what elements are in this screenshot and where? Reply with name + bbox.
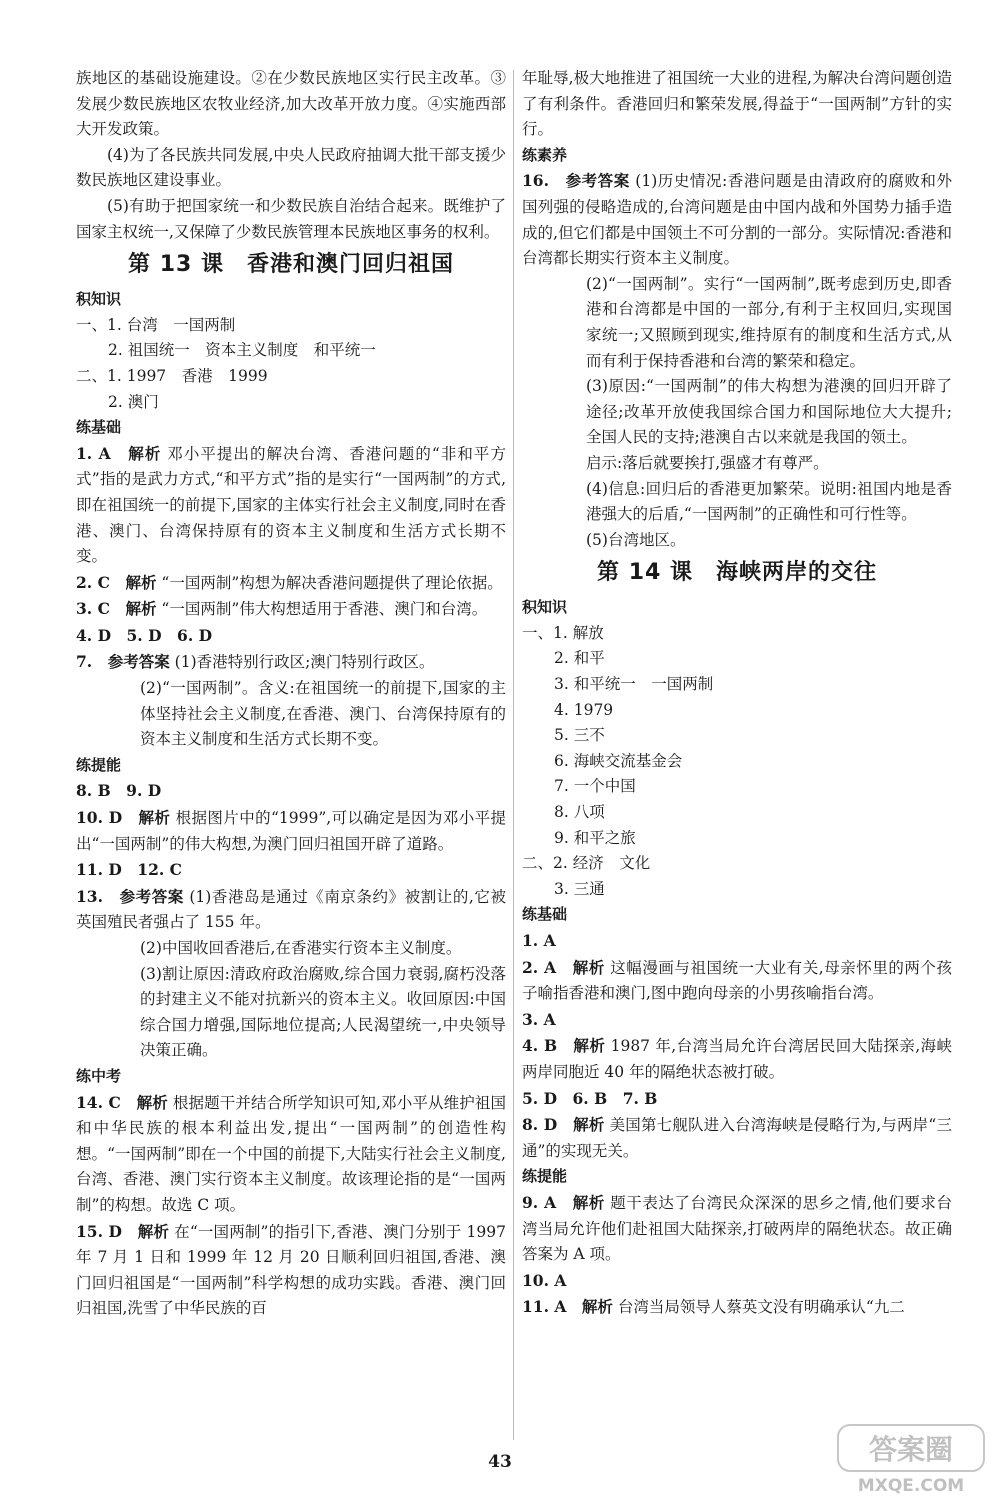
- answer-item: [522, 1268, 952, 1295]
- answer-item: [76, 649, 506, 676]
- paragraph: (2)“一国两制”。含义:在祖国统一的前提下,国家的主体坚持社会主义制度,在香港、澳门、台湾保持原有的资本主义制度和生活方式长期不变。: [140, 679, 506, 749]
- answer-label: 解析: [572, 1193, 605, 1212]
- answer-item: [522, 168, 952, 271]
- answer-label: 解析: [573, 1116, 605, 1135]
- answer-item: [76, 857, 506, 884]
- answer-item: [522, 1190, 952, 1268]
- paragraph: 4. 1979: [554, 700, 614, 719]
- answer-label: 解析: [137, 1222, 170, 1241]
- answer-item: [522, 1007, 952, 1034]
- question-number: 1. A: [76, 443, 111, 463]
- answer-text: 根据题干并结合所学知识可知,邓小平从维护祖国和中华民族的根本利益出发,提出“一国两制”的创造性构想。“一国两制”即在一个中国的前提下,大陆实行社会主义制度,台湾、香港、澳门实行资本主义制度。故该理论指的是“一国两制”的构想。故选 C 项。: [76, 1093, 506, 1214]
- section-heading: 积知识: [522, 598, 568, 617]
- answer-item: [76, 1219, 506, 1322]
- question-number: 15. D: [76, 1221, 122, 1241]
- paragraph: (3)原因:“一国两制”的伟大构想为港澳的回归开辟了途径;改革开放使我国综合国力和国际地位大大提升;全国人民的支持;港澳自古以来就是我国的领土。: [586, 377, 952, 447]
- paragraph: 族地区的基础设施建设。②在少数民族地区实行民主改革。③发展少数民族地区农牧业经济,加大改革开放力度。④实施西部大开发政策。: [76, 69, 506, 139]
- answer-item: [522, 1294, 952, 1321]
- answer-text: 在“一国两制”的指引下,香港、澳门分别于 1997 年 7 月 1 日和 1999 年 12 月 20 日顺利回归祖国,香港、澳门回归祖国是“一国两制”科学构想的成功实践。香港、澳门回归祖国,洗雪了中华民族的百: [76, 1222, 506, 1318]
- question-number: 14. C: [76, 1092, 121, 1112]
- section-heading: 练提能: [522, 1167, 568, 1186]
- paragraph: 一、1. 台湾 一国两制: [76, 315, 236, 334]
- paragraph: 二、2. 经济 文化: [522, 854, 651, 873]
- answer-item: [76, 441, 506, 570]
- question-number: 4. D 5. D 6. D: [76, 625, 213, 645]
- question-number: 16.: [522, 171, 549, 191]
- answer-label: 解析: [125, 573, 157, 592]
- paragraph: 二、1. 1997 香港 1999: [76, 366, 268, 385]
- answer-label: 参考答案: [107, 653, 170, 672]
- watermark-site-text: MXQE.COM: [857, 1476, 965, 1496]
- question-number: 9. A: [522, 1192, 557, 1212]
- answer-label: 参考答案: [119, 887, 184, 906]
- question-number: 8. B 9. D: [76, 781, 162, 801]
- question-number: 5. D 6. B 7. B: [522, 1088, 658, 1108]
- answer-text: 根据图片中的“1999”,可以确定是因为邓小平提出“一国两制”的伟大构想,为澳门回归祖国开辟了道路。: [76, 809, 506, 853]
- paragraph: 年耻辱,极大地推进了祖国统一大业的进程,为解决台湾问题创造了有利条件。香港回归和繁荣发展,得益于“一国两制”方针的实行。: [522, 69, 952, 139]
- answer-text: (1)历史情况:香港问题是由清政府的腐败和外国列强的侵略造成的,台湾问题是由中国内战和外国势力插手造成的,但它们都是中国领土不可分割的一部分。实际情况:香港和台湾都长期实行资本主义制度。: [522, 172, 952, 268]
- section-heading: 练中考: [76, 1066, 122, 1085]
- answer-text: “一国两制”构想为解决香港问题提供了理论依据。: [161, 573, 503, 592]
- answer-item: [522, 1033, 952, 1085]
- question-number: 3. A: [522, 1009, 556, 1029]
- paragraph: (5)有助于把国家统一和少数民族自治结合起来。既维护了国家主权统一,又保障了少数民族管理本民族地区事务的权利。: [76, 196, 506, 241]
- answer-item: [76, 884, 506, 936]
- answer-label: 参考答案: [565, 172, 630, 191]
- answer-text: (1)香港岛是通过《南京条约》被割让的,它被英国殖民者强占了 155 年。: [76, 887, 506, 932]
- paragraph: 7. 一个中国: [554, 777, 636, 796]
- answer-text: (1)香港特别行政区;澳门特别行政区。: [174, 653, 435, 672]
- watermark-logo-text: 答案圈: [868, 1433, 954, 1466]
- question-number: 1. A: [522, 931, 556, 950]
- answer-label: 解析: [125, 600, 157, 619]
- answer-item: [76, 596, 506, 623]
- paragraph: 8. 八项: [554, 803, 605, 822]
- answer-item: [76, 778, 506, 805]
- paragraph: (5)台湾地区。: [586, 530, 686, 549]
- question-number: 10. D: [76, 808, 123, 828]
- paragraph: (4)为了各民族共同发展,中央人民政府抽调大批干部支援少数民族地区建设事业。: [76, 145, 506, 190]
- answer-item: [76, 1090, 506, 1219]
- answer-item: [76, 805, 506, 857]
- paragraph: 启示:落后就要挨打,强盛才有尊严。: [586, 453, 829, 472]
- answer-label: 解析: [573, 1037, 606, 1056]
- answer-text: 邓小平提出的解决台湾、香港问题的“非和平方式”指的是武力方式,“和平方式”指的是实行“一国两制”的方式,即在祖国统一的前提下,国家的主体实行社会主义制度,同时在香港、澳门、台湾保持原有的资本主义制度和生活方式长期不变。: [76, 444, 506, 566]
- paragraph: 3. 三通: [554, 879, 605, 898]
- question-number: 3. C: [76, 599, 110, 619]
- answer-label: 解析: [128, 444, 162, 463]
- answer-text: 台湾当局领导人蔡英文没有明确承认“九二: [617, 1298, 905, 1317]
- answer-item: [522, 1086, 952, 1113]
- question-number: 11. D 12. C: [76, 860, 183, 880]
- left-column: [76, 66, 506, 1322]
- lesson-title: 第 14 课 海峡两岸的交往: [597, 560, 877, 586]
- answer-item: [522, 955, 952, 1007]
- section-heading: 练素养: [522, 145, 568, 164]
- paragraph: (2)“一国两制”。实行“一国两制”,既考虑到历史,即香港和台湾都是中国的一部分,有利于主权回归,实现国家统一;又照顾到现实,维持原有的制度和生活方式,从而有利于保持香港和台湾的繁荣和稳定。: [586, 274, 952, 370]
- answer-label: 解析: [136, 1093, 168, 1112]
- section-heading: 练提能: [76, 755, 122, 774]
- paragraph: 2. 澳门: [108, 392, 159, 411]
- question-number: 2. C: [76, 572, 110, 592]
- paragraph: 一、1. 解放: [522, 623, 604, 642]
- answer-text: 题干表达了台湾民众深深的思乡之情,他们要求台湾当局允许他们赴祖国大陆探亲,打破两岸的隔绝状态。故正确答案为 A 项。: [522, 1193, 952, 1264]
- page-number: 43: [488, 1452, 512, 1472]
- question-number: 2. A: [522, 957, 557, 977]
- paragraph: (2)中国收回香港后,在香港实行资本主义制度。: [140, 939, 462, 957]
- question-number: 4. B: [522, 1036, 558, 1056]
- answer-text: 这幅漫画与祖国统一大业有关,母亲怀里的两个孩子喻指香港和澳门,图中跑向母亲的小男孩喻指台湾。: [522, 958, 952, 1003]
- paragraph: 3. 和平统一 一国两制: [554, 675, 714, 694]
- column-divider: [513, 70, 514, 1440]
- lesson-title: 第 13 课 香港和澳门回归祖国: [128, 252, 454, 278]
- question-number: 8. D: [522, 1115, 558, 1135]
- question-number: 13.: [76, 886, 103, 906]
- section-heading: 练基础: [76, 418, 122, 437]
- answer-item: [522, 1112, 952, 1164]
- paragraph: 5. 三不: [554, 726, 605, 745]
- question-number: 11. A: [522, 1297, 567, 1317]
- question-number: 10. A: [522, 1270, 567, 1290]
- answer-label: 解析: [138, 809, 171, 828]
- paragraph: 2. 祖国统一 资本主义制度 和平统一: [108, 341, 376, 360]
- answer-circle-watermark-icon: [836, 1421, 986, 1499]
- answer-text: 1987 年,台湾当局允许台湾居民回大陆探亲,海峡两岸同胞近 40 年的隔绝状态被打破。: [522, 1037, 952, 1081]
- paragraph: (3)割让原因:清政府政治腐败,综合国力衰弱,腐朽没落的封建主义不能对抗新兴的资本主义。收回原因:中国综合国力增强,国际地位提高;人民渴望统一,中央领导决策正确。: [140, 964, 506, 1060]
- answer-text: “一国两制”伟大构想适用于香港、澳门和台湾。: [161, 600, 488, 619]
- answer-item: [76, 570, 506, 597]
- section-heading: 积知识: [76, 290, 122, 309]
- paragraph: (4)信息:回归后的香港更加繁荣。说明:祖国内地是香港强大的后盾,“一国两制”的正确性和可行性等。: [586, 479, 952, 524]
- answer-label: 解析: [572, 958, 605, 977]
- question-number: 7.: [76, 652, 93, 672]
- right-column: [522, 66, 952, 1321]
- answer-item: [522, 928, 952, 955]
- answer-text: 美国第七舰队进入台湾海峡是侵略行为,与两岸“三通”的实现无关。: [522, 1116, 952, 1160]
- paragraph: 6. 海峡交流基金会: [554, 751, 683, 770]
- answer-item: [76, 623, 506, 650]
- paragraph: 9. 和平之旅: [554, 828, 636, 847]
- section-heading: 练基础: [522, 905, 568, 924]
- paragraph: 2. 和平: [554, 649, 605, 668]
- answer-label: 解析: [581, 1298, 613, 1317]
